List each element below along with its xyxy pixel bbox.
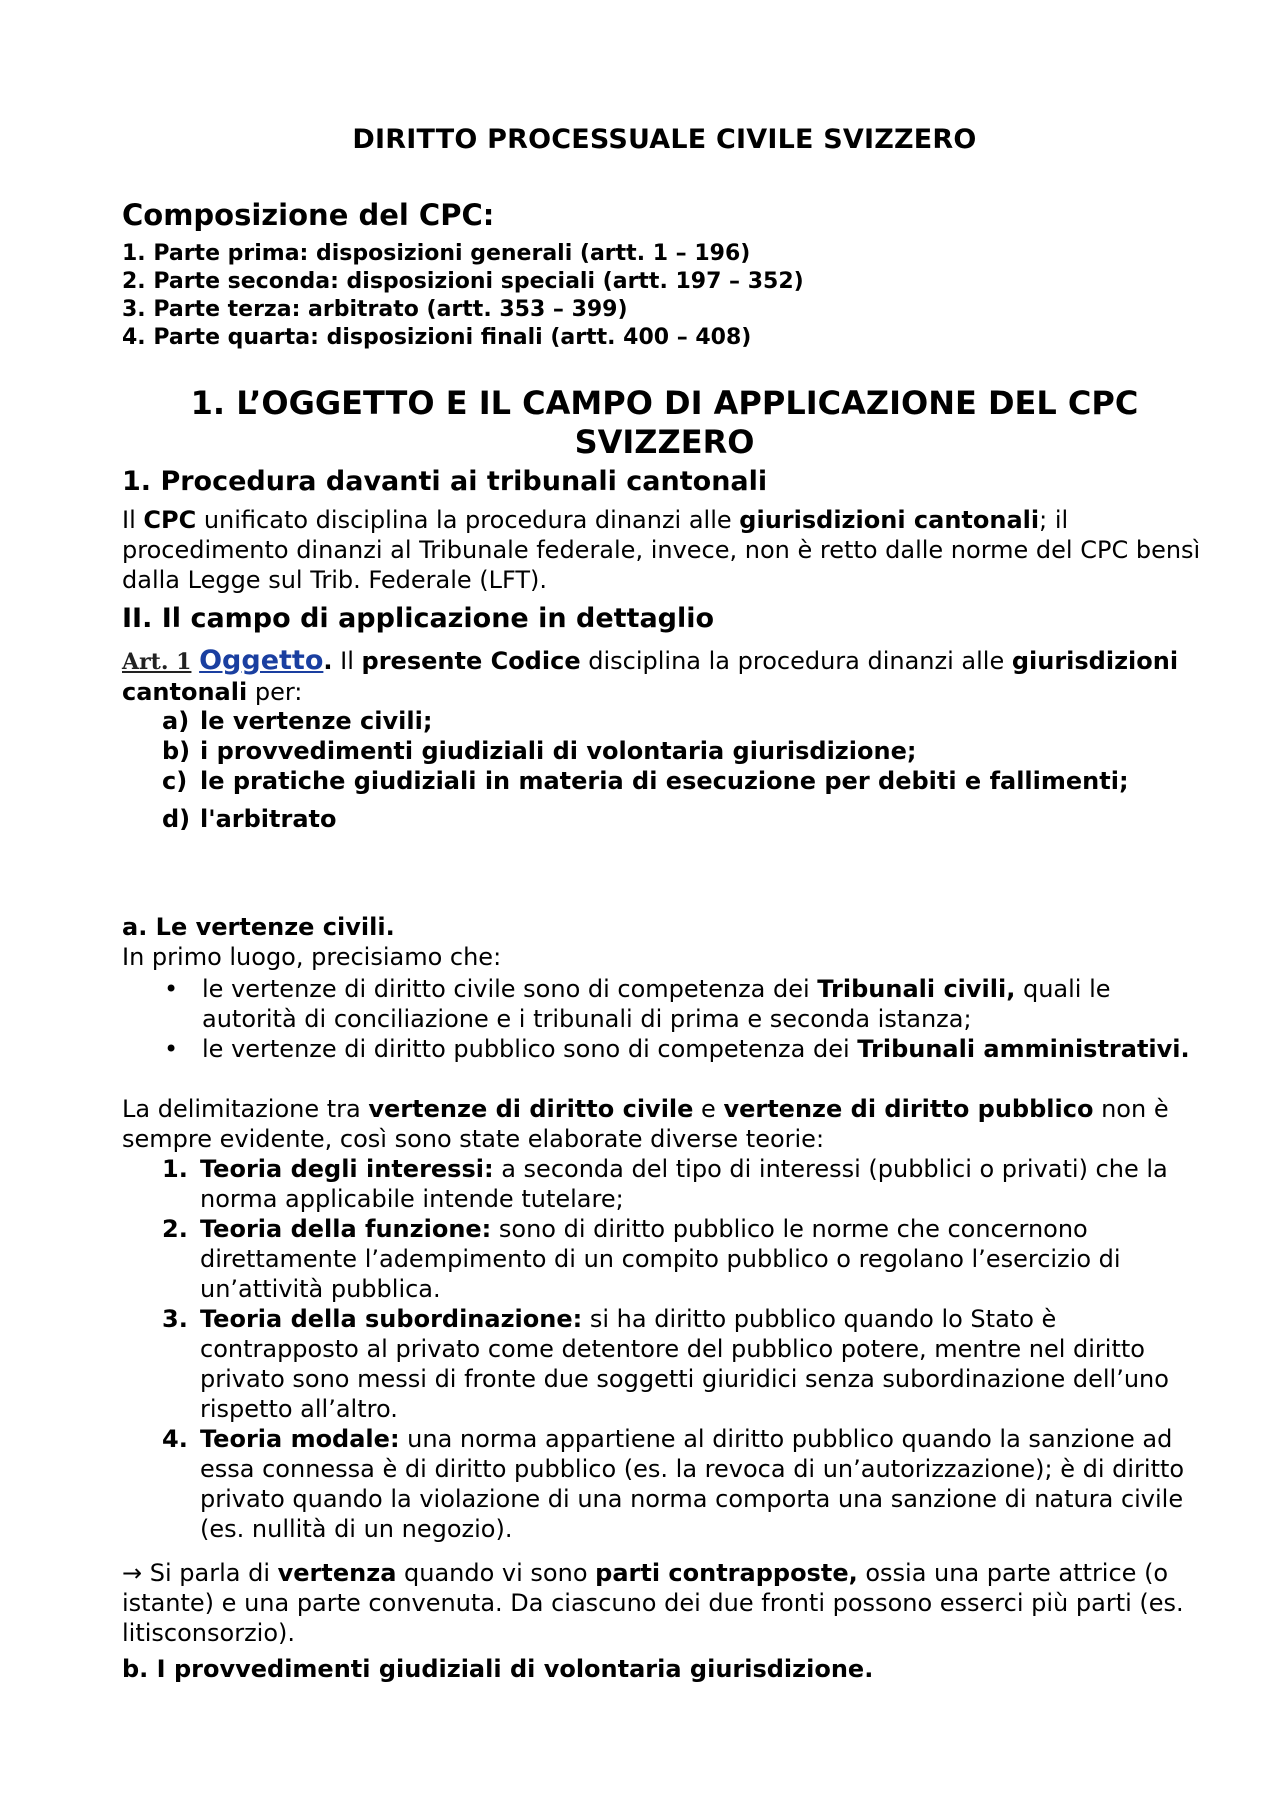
list-item: 3. Teoria della subordinazione: si ha diritto pubblico quando lo Stato è contrapposto al privato come detentore del pubblico potere, mentre nel diritto privato sono messi di fronte due soggetti giuridici senza subordinazione dell’uno rispetto all’altro.	[162, 1305, 1169, 1423]
article-items-list	[162, 706, 1202, 834]
chapter-heading: 1. L’OGGETTO E IL CAMPO DI APPLICAZIONE DEL CPC SVIZZERO	[190, 384, 1139, 461]
intro-text: In primo luogo, precisiamo che:	[122, 943, 502, 971]
article-paragraph: Art. 1 Oggetto. Il presente Codice disciplina la procedura dinanzi alle giurisdizioni cantonali per:	[122, 645, 1179, 706]
list-item: 2. Teoria della funzione: sono di diritto pubblico le norme che concernono direttamente l’adempimento di un compito pubblico o regolano l’esercizio di un’attività pubblica.	[162, 1215, 1121, 1303]
theories-list	[162, 1154, 1207, 1544]
vertenza-paragraph: → Si parla di vertenza quando vi sono parti contrapposte, ossia una parte attrice (o istante) e una parte convenuta. Da ciascuno dei due fronti possono esserci più parti (es. litisconsorzio).	[122, 1559, 1184, 1647]
composition-list	[122, 240, 804, 352]
list-item: 1. Teoria degli interessi: a seconda del tipo di interessi (pubblici o privati) che la norma applicabile intende tutelare;	[162, 1155, 1168, 1213]
section-heading: 1. Procedura davanti ai tribunali cantonali	[122, 466, 768, 497]
list-item: b) i provvedimenti giudiziali di volontaria giurisdizione;	[162, 737, 917, 765]
delimitation-paragraph: La delimitazione tra vertenze di diritto civile e vertenze di diritto pubblico non è sempre evidente, così sono state elaborate diverse teorie:	[122, 1095, 1169, 1153]
list-item: c) le pratiche giudiziali in materia di esecuzione per debiti e fallimenti;	[162, 767, 1129, 795]
section-heading: II. Il campo di applicazione in dettaglio	[122, 603, 715, 634]
list-item: 1. Parte prima: disposizioni generali (artt. 1 – 196)	[122, 241, 751, 266]
list-item: • le vertenze di diritto civile sono di competenza dei Tribunali civili, quali le autorità di conciliazione e i tribunali di prima e seconda istanza;	[164, 975, 1111, 1033]
list-item: 4. Parte quarta: disposizioni finali (artt. 400 – 408)	[122, 325, 752, 350]
section-paragraph: Il CPC unificato disciplina la procedura dinanzi alle giurisdizioni cantonali; il procedimento dinanzi al Tribunale federale, invece, non è retto dalle norme del CPC bensì dalla Legge sul Trib. Federale (LFT).	[122, 506, 1201, 594]
list-item: • le vertenze di diritto pubblico sono di competenza dei Tribunali amministrativi.	[164, 1035, 1190, 1063]
list-item: 4. Teoria modale: una norma appartiene al diritto pubblico quando la sanzione ad essa connessa è di diritto pubblico (es. la revoca di un’autorizzazione); è di diritto privato quando la violazione di una norma comporta una sanzione di natura civile (es. nullità di un negozio).	[162, 1425, 1185, 1543]
article-label: Art. 1	[122, 649, 192, 675]
bullet-list	[162, 974, 1207, 1064]
document-title: DIRITTO PROCESSUALE CIVILE SVIZZERO	[352, 124, 977, 155]
list-item: 2. Parte seconda: disposizioni speciali (artt. 197 – 352)	[122, 269, 804, 294]
subsection-heading: b. I provvedimenti giudiziali di volontaria giurisdizione.	[122, 1655, 874, 1683]
list-item: 3. Parte terza: arbitrato (artt. 353 – 399)	[122, 297, 628, 322]
subsection-heading: a. Le vertenze civili.	[122, 913, 395, 941]
composition-heading: Composizione del CPC:	[122, 198, 495, 232]
list-item: d) l'arbitrato	[162, 805, 337, 833]
list-item: a) le vertenze civili;	[162, 707, 433, 735]
article-link[interactable]: Oggetto	[199, 645, 324, 676]
